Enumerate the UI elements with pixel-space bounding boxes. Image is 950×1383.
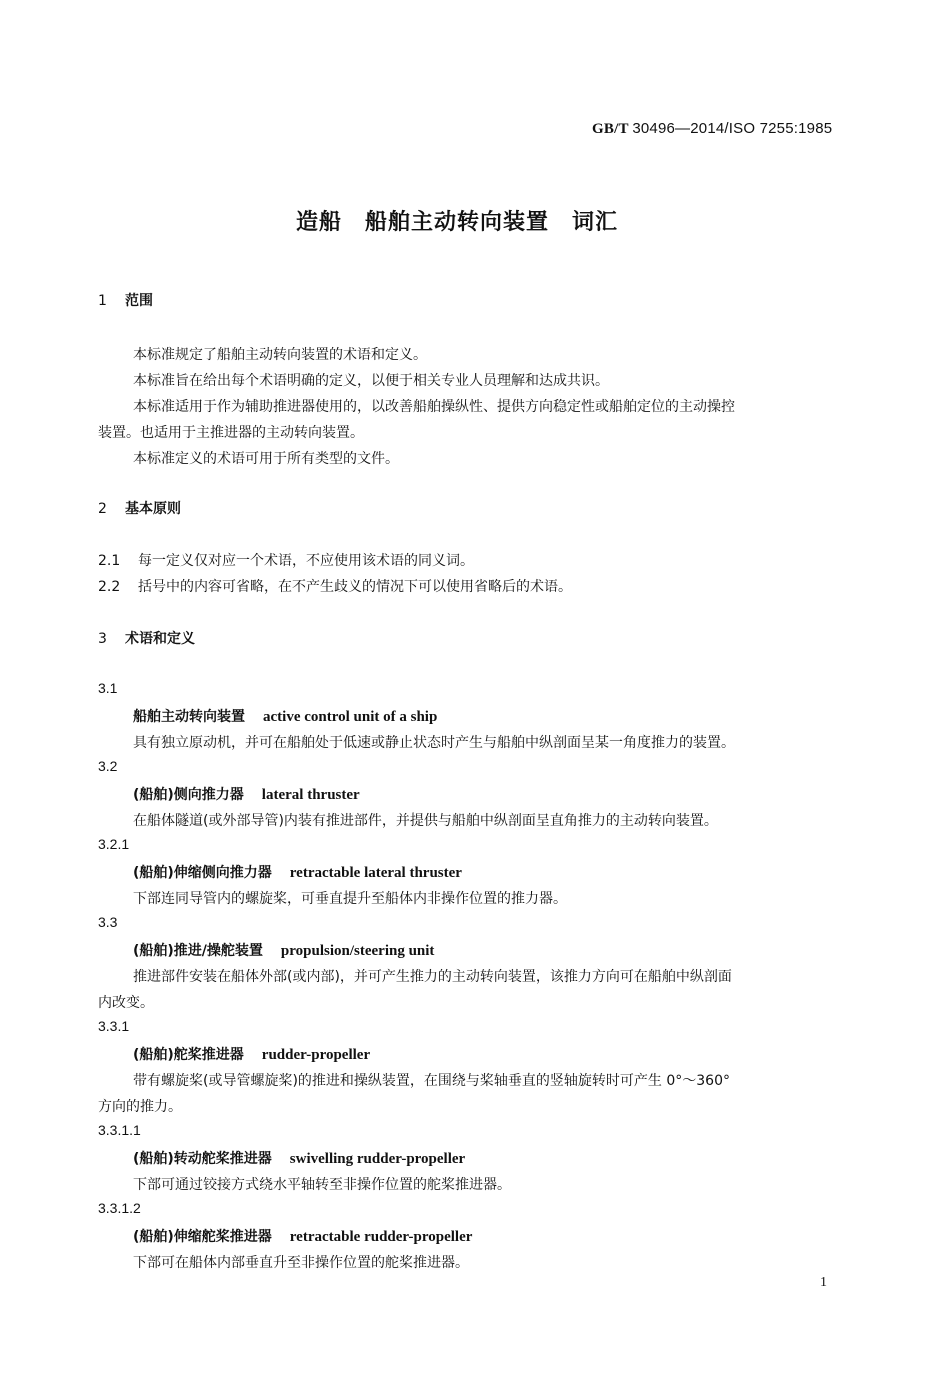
term-zh: (船舶)推进/操舵装置 xyxy=(133,943,263,959)
term-heading xyxy=(133,1226,472,1246)
term-definition-continued: 内改变。 xyxy=(98,995,154,1011)
paragraph: 本标准旨在给出每个术语明确的定义，以便于相关专业人员理解和达成共识。 xyxy=(133,373,609,389)
term-number: 3.1 xyxy=(98,680,118,696)
term-number: 3.3.1.2 xyxy=(98,1200,141,1216)
term-definition: 下部可在船体内部垂直升至非操作位置的舵桨推进器。 xyxy=(133,1255,469,1271)
standard-code-prefix: GB/T xyxy=(592,121,629,137)
term-definition: 下部连同导管内的螺旋桨，可垂直提升至船体内非操作位置的推力器。 xyxy=(133,891,567,907)
term-number: 3.2 xyxy=(98,758,118,774)
clause-text: 每一定义仅对应一个术语，不应使用该术语的同义词。 xyxy=(138,553,474,569)
standard-code xyxy=(592,120,832,138)
term-en: swivelling rudder-propeller xyxy=(289,1151,466,1167)
clause-number: 2.2 xyxy=(98,579,121,595)
paragraph: 本标准定义的术语可用于所有类型的文件。 xyxy=(133,451,399,467)
document-title: 造船 船舶主动转向装置 词汇 xyxy=(296,210,619,235)
term-number: 3.3.1.1 xyxy=(98,1122,141,1138)
term-zh: (船舶)伸缩侧向推力器 xyxy=(133,865,272,881)
term-zh: (船舶)转动舵桨推进器 xyxy=(133,1151,272,1167)
term-zh: 船舶主动转向装置 xyxy=(133,709,245,725)
section-title: 范围 xyxy=(125,293,153,309)
term-en: active control unit of a ship xyxy=(263,709,438,725)
clause-2-1 xyxy=(98,550,474,570)
page-number: 1 xyxy=(820,1275,827,1290)
term-heading xyxy=(133,784,360,804)
term-zh: (船舶)舵桨推进器 xyxy=(133,1047,244,1063)
term-heading xyxy=(133,1044,370,1064)
term-en: propulsion/steering unit xyxy=(280,943,435,959)
section-title: 基本原则 xyxy=(125,501,181,517)
paragraph: 本标准适用于作为辅助推进器使用的，以改善船舶操纵性、提供方向稳定性或船舶定位的主动操控 xyxy=(133,399,735,415)
term-heading xyxy=(133,940,434,960)
term-number: 3.2.1 xyxy=(98,836,130,852)
section-heading-1 xyxy=(98,290,153,310)
term-heading xyxy=(133,862,462,882)
paragraph: 本标准规定了船舶主动转向装置的术语和定义。 xyxy=(133,347,427,363)
term-definition: 具有独立原动机，并可在船舶处于低速或静止状态时产生与船舶中纵剖面呈某一角度推力的装置。 xyxy=(133,735,735,751)
clause-2-2 xyxy=(98,576,572,596)
section-number: 1 xyxy=(98,293,107,309)
section-heading-2 xyxy=(98,498,181,518)
term-zh: (船舶)伸缩舵桨推进器 xyxy=(133,1229,272,1245)
clause-text: 括号中的内容可省略，在不产生歧义的情况下可以使用省略后的术语。 xyxy=(138,579,572,595)
term-number: 3.3 xyxy=(98,914,118,930)
term-heading xyxy=(133,706,437,726)
term-definition: 下部可通过铰接方式绕水平轴转至非操作位置的舵桨推进器。 xyxy=(133,1177,511,1193)
term-en: retractable lateral thruster xyxy=(289,865,462,881)
section-number: 3 xyxy=(98,631,107,647)
term-en: lateral thruster xyxy=(261,787,360,803)
term-definition: 带有螺旋桨(或导管螺旋桨)的推进和操纵装置，在围绕与桨轴垂直的竖轴旋转时可产生 0°～360° xyxy=(133,1073,731,1089)
term-en: rudder-propeller xyxy=(261,1047,371,1063)
term-number: 3.3.1 xyxy=(98,1018,130,1034)
term-zh: (船舶)侧向推力器 xyxy=(133,787,244,803)
term-en: retractable rudder-propeller xyxy=(289,1229,473,1245)
standard-code-number: 30496—2014/ISO 7255:1985 xyxy=(632,120,833,137)
clause-number: 2.1 xyxy=(98,553,121,569)
section-title: 术语和定义 xyxy=(125,631,195,647)
section-heading-3 xyxy=(98,628,195,648)
term-definition-continued: 方向的推力。 xyxy=(98,1099,182,1115)
paragraph-continued: 装置。也适用于主推进器的主动转向装置。 xyxy=(98,425,364,441)
term-definition: 推进部件安装在船体外部(或内部)，并可产生推力的主动转向装置，该推力方向可在船舶中纵剖面 xyxy=(133,969,732,985)
term-heading xyxy=(133,1148,465,1168)
term-definition: 在船体隧道(或外部导管)内装有推进部件，并提供与船舶中纵剖面呈直角推力的主动转向装置。 xyxy=(133,813,718,829)
section-number: 2 xyxy=(98,501,107,517)
